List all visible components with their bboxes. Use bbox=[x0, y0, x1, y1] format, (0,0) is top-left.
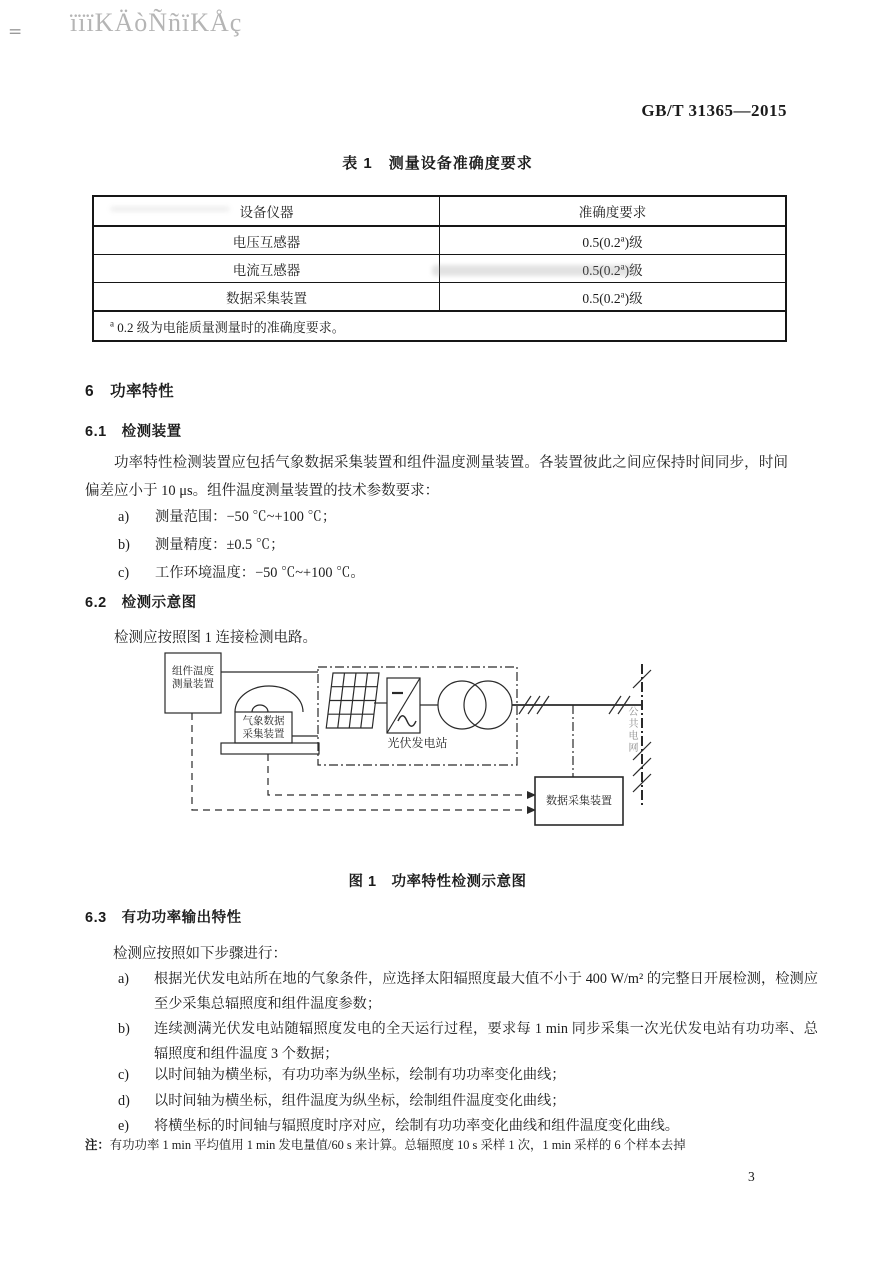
table-footnote-row bbox=[93, 311, 786, 341]
list-item bbox=[118, 531, 818, 559]
page-number: 3 bbox=[748, 1169, 755, 1184]
step-text: 根据光伏发电站所在地的气象条件，应选择太阳辐照度最大值不小于 400 W/m² 的完整日开展检测，检测应至少采集总辐照度和组件温度参数； bbox=[154, 971, 818, 1012]
step-marker: d) bbox=[118, 1093, 130, 1109]
section-6-3-intro: 检测应按照如下步骤进行： bbox=[113, 946, 287, 962]
data-acquisition-label: 数据采集装置 bbox=[546, 795, 612, 807]
list-item bbox=[118, 503, 818, 531]
note-text: 有功功率 1 min 平均值用 1 min 发电量值/60 s 来计算。总辐照度 10 s 采样 1 次，1 min 采样的 6 个样本去掉 bbox=[109, 1138, 686, 1152]
cell-accuracy: 0.5(0.2$^a$)级 bbox=[440, 226, 787, 255]
inverter-icon bbox=[387, 678, 420, 733]
list-item bbox=[118, 559, 818, 587]
cell-device: 数据采集装置 bbox=[93, 283, 440, 312]
table-row bbox=[93, 226, 786, 255]
section-6-3-heading: 6.3 有功功率输出特性 bbox=[85, 910, 242, 926]
pv-station-label: 光伏发电站 bbox=[387, 736, 448, 750]
step-item bbox=[118, 1089, 818, 1114]
cell-accuracy: 0.5(0.2$^a$)级 bbox=[440, 283, 787, 312]
note-label: 注： bbox=[85, 1138, 110, 1152]
scan-corner-mark: = bbox=[8, 22, 23, 42]
section-6-1-heading: 6.1 检测装置 bbox=[85, 424, 182, 440]
list-marker: c) bbox=[118, 565, 130, 581]
step-text: 将横坐标的时间轴与辐照度时序对应，绘制有功功率变化曲线和组件温度变化曲线。 bbox=[154, 1118, 679, 1134]
step-text: 以时间轴为横坐标，有功功率为纵坐标，绘制有功功率变化曲线； bbox=[154, 1067, 566, 1083]
section-6-2-paragraph: 检测应按照图 1 连接检测电路。 bbox=[114, 630, 317, 646]
table-footnote: $^a$ 0.2 级为电能质量测量时的准确度要求。 bbox=[93, 311, 786, 341]
figure-1-diagram bbox=[85, 648, 715, 843]
temp-device-label bbox=[165, 665, 221, 691]
temp-device-label-line2: 测量装置 bbox=[172, 679, 214, 690]
cell-accuracy: 0.5(0.2$^a$)级 bbox=[440, 255, 787, 283]
section-6-heading: 6 功率特性 bbox=[85, 383, 175, 400]
transformer-icon bbox=[438, 681, 512, 729]
step-text: 以时间轴为横坐标，组件温度为纵坐标，绘制组件温度变化曲线； bbox=[154, 1093, 566, 1109]
table-1-title: 表 1 测量设备准确度要求 bbox=[342, 155, 533, 172]
figure-1-caption: 图 1 功率特性检测示意图 bbox=[348, 874, 527, 890]
list-marker: a) bbox=[118, 509, 130, 525]
step-item bbox=[118, 967, 818, 1017]
cell-device: 电流互感器 bbox=[93, 255, 440, 283]
step-item bbox=[118, 1063, 818, 1088]
header-accuracy: 准确度要求 bbox=[440, 196, 787, 226]
step-marker: c) bbox=[118, 1067, 130, 1083]
section-6-2-heading: 6.2 检测示意图 bbox=[85, 595, 197, 611]
public-grid-label: 公共电网 bbox=[626, 706, 637, 754]
temp-device-label-line1: 组件温度 bbox=[172, 666, 214, 677]
cell-device: 电压互感器 bbox=[93, 226, 440, 255]
step-marker: a) bbox=[118, 971, 130, 987]
note bbox=[85, 1135, 845, 1153]
step-marker: e) bbox=[118, 1118, 130, 1134]
weather-device-label-line1: 气象数据 bbox=[242, 716, 285, 727]
step-marker: b) bbox=[118, 1021, 130, 1037]
header-device: 设备仪器 bbox=[93, 196, 440, 226]
weather-device-label-line2: 采集装置 bbox=[242, 729, 285, 740]
list-text: 测量精度：±0.5 ℃； bbox=[155, 537, 285, 553]
scan-artifact bbox=[110, 206, 230, 212]
standard-number: GB/T 31365—2015 bbox=[641, 101, 787, 120]
weather-device-label bbox=[234, 715, 293, 741]
section-6-1-list bbox=[118, 503, 818, 587]
table-row bbox=[93, 283, 786, 312]
list-marker: b) bbox=[118, 537, 130, 553]
step-item bbox=[118, 1017, 818, 1067]
solar-panel-icon bbox=[326, 673, 379, 728]
section-6-1-paragraph: 功率特性检测装置应包括气象数据采集装置和组件温度测量装置。各装置彼此之间应保持时间同步，时间偏差应小于 10 μs。组件温度测量装置的技术参数要求： bbox=[85, 455, 788, 499]
list-text: 测量范围：−50 ℃~+100 ℃； bbox=[155, 509, 337, 525]
watermark: ïïïKÄòÑñïKÅç bbox=[70, 8, 243, 37]
scan-artifact bbox=[432, 265, 637, 276]
step-text: 连续测满光伏发电站随辐照度发电的全天运行过程，要求每 1 min 同步采集一次光伏发电站有功功率、总辐照度和组件温度 3 个数据； bbox=[154, 1021, 818, 1062]
list-text: 工作环境温度：−50 ℃~+100 ℃。 bbox=[155, 565, 365, 581]
